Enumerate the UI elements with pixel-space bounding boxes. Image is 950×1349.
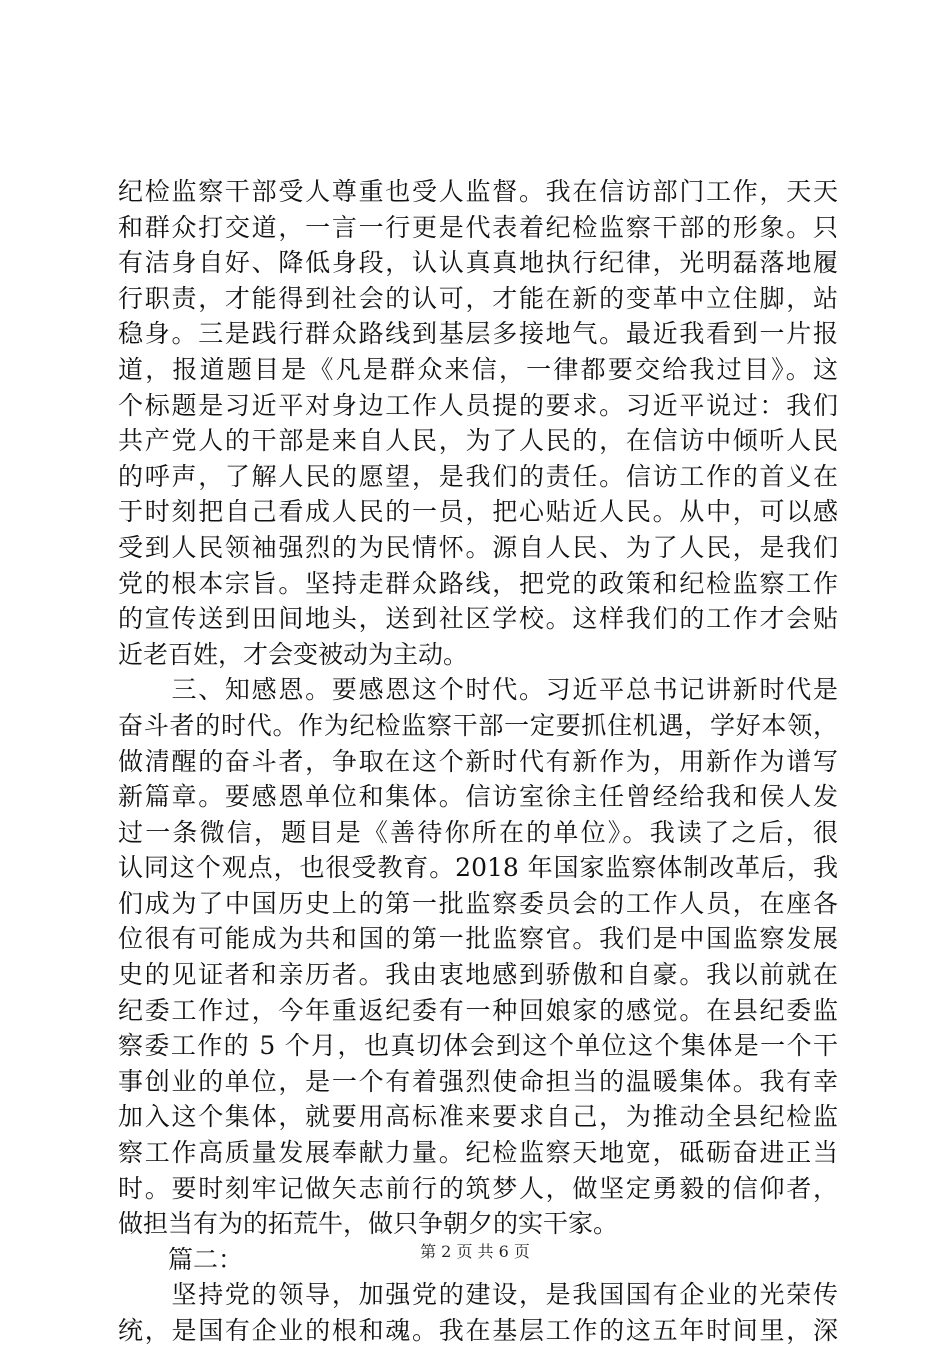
text-line: 近老百姓，才会变被动为主动。 xyxy=(118,639,469,669)
text-line: 做清醒的奋斗者，争取在这个新时代有新作为，用新作为谱写 xyxy=(118,746,838,776)
section-heading: 篇二： xyxy=(118,1244,244,1274)
text-line: 稳身。三是践行群众路线到基层多接地气。最近我看到一片报 xyxy=(118,319,838,349)
text-line: 的宣传送到田间地头，送到社区学校。这样我们的工作才会贴 xyxy=(118,604,838,634)
text-line: 察工作高质量发展奉献力量。纪检监察天地宽，砥砺奋进正当 xyxy=(118,1138,838,1168)
text-line: 奋斗者的时代。作为纪检监察干部一定要抓住机遇，学好本领， xyxy=(118,710,838,740)
text-line: 过一条微信，题目是《善待你所在的单位》。我读了之后，很 xyxy=(118,817,838,847)
text-line: 坚持党的领导，加强党的建设，是我国国有企业的光荣传 xyxy=(118,1280,838,1310)
text-line: 三、知感恩。要感恩这个时代。习近平总书记讲新时代是 xyxy=(118,675,838,705)
text-line: 做担当有为的拓荒牛，做只争朝夕的实干家。 xyxy=(118,1209,619,1239)
text-line: 纪委工作过，今年重返纪委有一种回娘家的感觉。在县纪委监 xyxy=(118,995,838,1025)
text-line: 位很有可能成为共和国的第一批监察官。我们是中国监察发展 xyxy=(118,924,838,954)
text-line: 史的见证者和亲历者。我由衷地感到骄傲和自豪。我以前就在 xyxy=(118,960,838,990)
text-line: 纪检监察干部受人尊重也受人监督。我在信访部门工作，天天 xyxy=(118,177,838,206)
text-line: 于时刻把自己看成人民的一员，把心贴近人民。从中，可以感 xyxy=(118,497,838,527)
text-line: 事创业的单位，是一个有着强烈使命担当的温暖集体。我有幸 xyxy=(118,1066,838,1096)
text-line: 统，是国有企业的根和魂。我在基层工作的这五年时间里，深 xyxy=(118,1316,838,1345)
text-line: 时。要时刻牢记做矢志前行的筑梦人，做坚定勇毅的信仰者， xyxy=(118,1173,838,1203)
text-line: 的呼声，了解人民的愿望，是我们的责任。信访工作的首义在 xyxy=(118,461,838,491)
text-line: 党的根本宗旨。坚持走群众路线，把党的政策和纪检监察工作 xyxy=(118,568,838,598)
text-line: 认同这个观点，也很受教育。2018 年国家监察体制改革后，我 xyxy=(118,853,838,883)
text-line: 有洁身自好、降低身段，认认真真地执行纪律，光明磊落地履 xyxy=(118,248,838,278)
text-line: 们成为了中国历史上的第一批监察委员会的工作人员，在座各 xyxy=(118,888,838,918)
text-line: 察委工作的 5 个月，也真切体会到这个单位这个集体是一个干 xyxy=(118,1031,838,1061)
text-line: 个标题是习近平对身边工作人员提的要求。习近平说过：我们 xyxy=(118,390,838,420)
text-line: 道，报道题目是《凡是群众来信，一律都要交给我过目》。这 xyxy=(118,354,838,384)
text-line: 共产党人的干部是来自人民，为了人民的，在信访中倾听人民 xyxy=(118,426,838,456)
text-line: 加入这个集体，就要用高标准来要求自己，为推动全县纪检监 xyxy=(118,1102,838,1132)
text-line: 和群众打交道，一言一行更是代表着纪检监察干部的形象。只 xyxy=(118,212,838,242)
text-line: 新篇章。要感恩单位和集体。信访室徐主任曾经给我和侯人发 xyxy=(118,782,838,812)
page-number-footer: 第 2 页 共 6 页 xyxy=(420,1242,530,1261)
document-body xyxy=(118,174,838,1349)
text-line: 行职责，才能得到社会的认可，才能在新的变革中立住脚，站 xyxy=(118,283,838,313)
text-line: 受到人民领袖强烈的为民情怀。源自人民、为了人民，是我们 xyxy=(118,532,838,562)
